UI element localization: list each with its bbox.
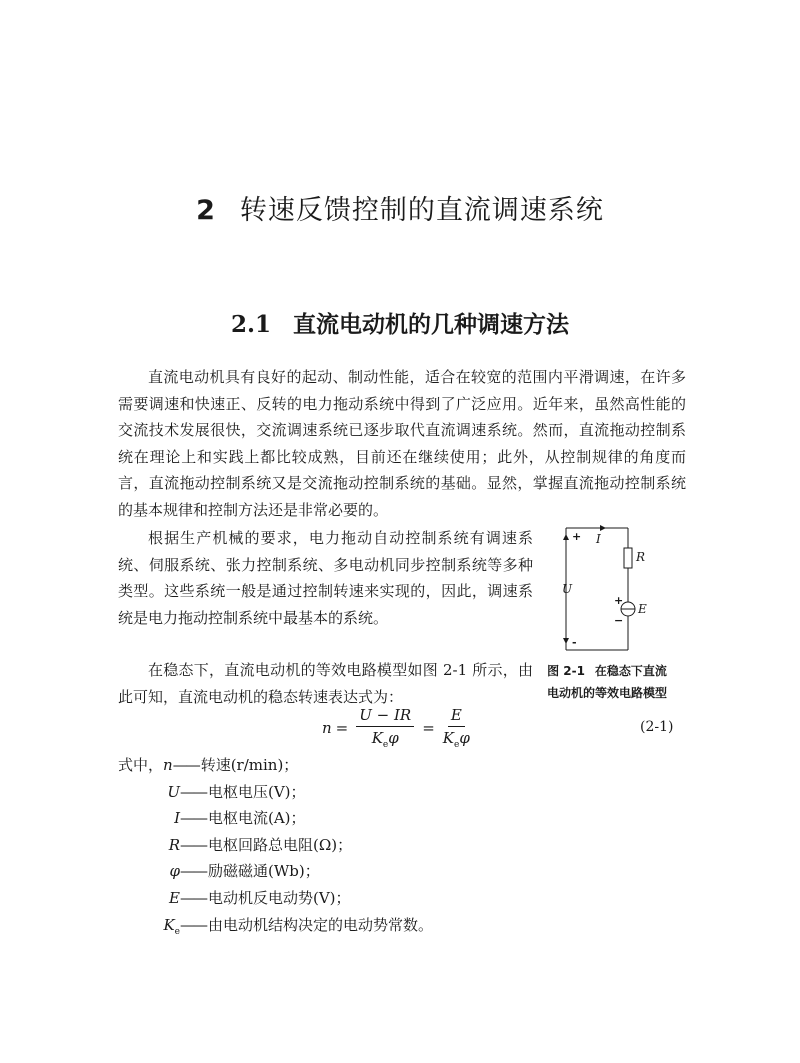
paragraph-intro: 直流电动机具有良好的起动、制动性能，适合在较宽的范围内平滑调速，在许多需要调速和快速正、反转的电力拖动系统中得到了广泛应用。近年来，虽然高性能的交流技术发展很快，交流调速系统已逐步取代直流调速系统。然而，直流拖动控制系统在理论上和实践上都比较成熟，目前还在继续使用；此外，从控制规律的角度而言，直流拖动控制系统又是交流拖动控制系统的基础。显然，掌握直流拖动控制系统的基本规律和控制方法还是非常必要的。 xyxy=(118,368,686,519)
legend-symbol xyxy=(163,752,173,779)
legend-symbol-text: E xyxy=(169,888,180,907)
legend-symbol-text: n xyxy=(163,756,173,774)
figure-label-plus-source: + xyxy=(614,594,624,607)
legend-row xyxy=(118,858,686,885)
formula-fraction-2-numerator: E xyxy=(448,706,465,727)
voltage-arrow-top xyxy=(563,534,569,540)
formula-fraction-1-numerator: U − IR xyxy=(356,706,414,727)
legend-description: 转速(r/min)； xyxy=(200,756,299,774)
legend-row xyxy=(118,912,686,946)
voltage-arrow-bottom xyxy=(563,638,569,644)
figure-label-plus-top: + xyxy=(572,530,582,543)
formula-equals-2: = xyxy=(422,719,435,737)
formula-2-1 xyxy=(322,706,474,750)
figure-label-R: R xyxy=(636,550,646,564)
legend-dash: —— xyxy=(180,862,206,881)
figure-caption-line-1: 在稳态下直流 xyxy=(594,664,667,678)
figure-label-minus-bottom: - xyxy=(572,636,577,649)
formula-phi-symbol: φ xyxy=(459,729,470,747)
section-title-text: 直流电动机的几种调速方法 xyxy=(293,311,569,338)
formula-k-subscript: e xyxy=(382,740,389,750)
paragraph-steady-state: 在稳态下，直流电动机的等效电路模型如图 2-1 所示，由此可知，直流电动机的稳态转速表达式为： xyxy=(118,661,533,706)
figure-label-I: I xyxy=(596,532,601,546)
figure-label-minus-source: − xyxy=(614,614,624,627)
formula-phi-symbol: φ xyxy=(388,729,399,747)
formula-fraction-1 xyxy=(356,706,414,750)
figure-caption-line-2: 电动机的等效电路模型 xyxy=(546,686,667,700)
equivalent-circuit-diagram xyxy=(528,522,686,662)
formula-equals-1: = xyxy=(335,719,349,737)
legend-description: 由电动机结构决定的电动势常数。 xyxy=(208,915,434,934)
legend-symbol-text: I xyxy=(174,809,180,828)
chapter-number: 2 xyxy=(196,195,216,226)
legend-row xyxy=(118,779,686,806)
legend-symbol-text: R xyxy=(168,835,180,854)
legend-dash: —— xyxy=(180,809,206,828)
legend-symbol xyxy=(118,805,180,832)
legend-description: 电动机反电动势(V)； xyxy=(208,888,351,907)
legend-row xyxy=(118,752,686,779)
legend-symbol xyxy=(118,885,180,912)
figure-label-U: U xyxy=(562,582,573,596)
formula-lhs: n xyxy=(322,719,332,737)
formula-number: (2-1) xyxy=(640,719,674,735)
legend-symbol xyxy=(118,912,180,946)
legend-dash: —— xyxy=(180,915,206,934)
formula-fraction-2-denominator xyxy=(443,727,470,750)
formula-k-symbol: K xyxy=(371,729,383,747)
legend-dash: —— xyxy=(180,782,206,801)
legend-description: 励磁磁通(Wb)； xyxy=(208,862,320,881)
current-arrow xyxy=(600,525,606,531)
legend-symbol-text: U xyxy=(167,782,180,801)
figure-caption xyxy=(528,660,686,704)
legend-dash: —— xyxy=(180,835,206,854)
figure-2-1 xyxy=(528,522,686,702)
section-title xyxy=(0,306,800,339)
formula-fraction-1-denominator xyxy=(372,727,399,750)
legend-row xyxy=(118,885,686,912)
legend-symbol-subscript: e xyxy=(174,926,180,937)
formula-k-symbol: K xyxy=(442,729,455,747)
legend-symbol-text: K xyxy=(163,915,175,934)
symbol-legend xyxy=(118,752,686,945)
formula-fraction-2 xyxy=(443,706,470,750)
formula-k-subscript: e xyxy=(454,740,460,750)
paragraph-system-types: 根据生产机械的要求，电力拖动自动控制系统有调速系统、伺服系统、张力控制系统、多电动机同步控制系统等多种类型。这些系统一般是通过控制转速来实现的，因此，调速系统是电力拖动控制系统中最基本的系统。 xyxy=(118,529,533,627)
legend-intro: 式中， xyxy=(118,756,164,774)
legend-description: 电枢电流(A)； xyxy=(208,809,306,828)
legend-description: 电枢回路总电阻(Ω)； xyxy=(208,835,353,854)
legend-row xyxy=(118,832,686,859)
legend-symbol xyxy=(118,832,180,859)
legend-dash: —— xyxy=(180,888,206,907)
chapter-title xyxy=(0,188,800,227)
legend-symbol-text: φ xyxy=(169,862,180,881)
figure-label-E: E xyxy=(638,602,647,616)
legend-dash: —— xyxy=(172,756,199,774)
section-number: 2.1 xyxy=(230,311,271,338)
legend-symbol xyxy=(118,858,180,885)
legend-row xyxy=(118,805,686,832)
legend-symbol xyxy=(118,779,180,806)
resistor xyxy=(624,548,632,568)
chapter-title-text: 转速反馈控制的直流调速系统 xyxy=(239,195,604,226)
figure-caption-number: 图 2-1 xyxy=(547,664,585,678)
legend-description: 电枢电压(V)； xyxy=(208,782,306,801)
